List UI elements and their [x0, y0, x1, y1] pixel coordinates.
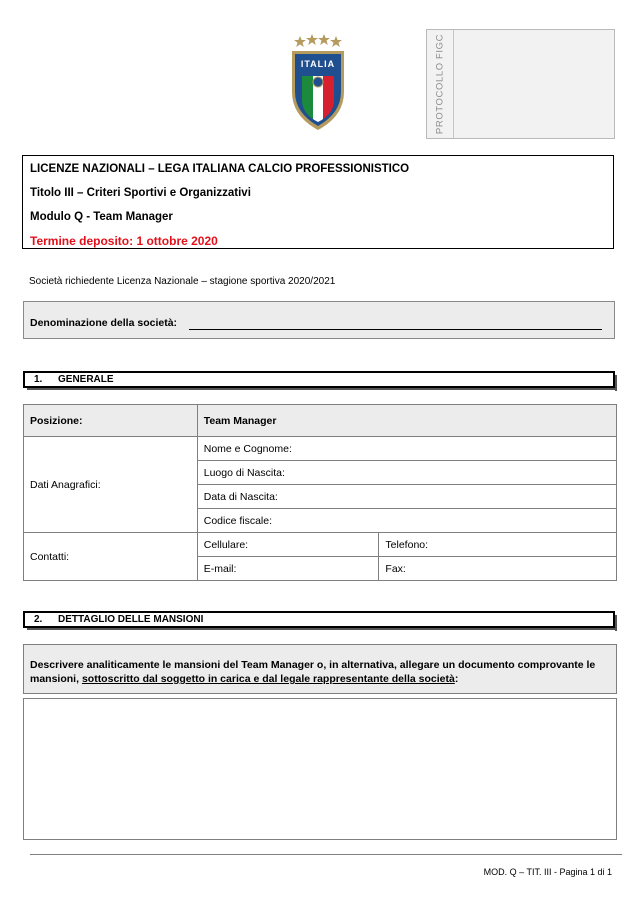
cellulare-field[interactable]: Cellulare:: [197, 533, 379, 557]
description-instructions: [23, 644, 617, 694]
title-line-3: Modulo Q - Team Manager: [30, 211, 173, 223]
denominazione-label: Denominazione della società:: [30, 317, 178, 329]
section-2-title: DETTAGLIO DELLE MANSIONI: [58, 614, 204, 625]
fax-field[interactable]: Fax:: [379, 557, 617, 581]
page-footer: MOD. Q – TIT. III - Pagina 1 di 1: [483, 867, 612, 877]
denominazione-field[interactable]: [23, 301, 615, 339]
section-1-title: GENERALE: [58, 374, 114, 385]
section-1-number: 1.: [34, 374, 43, 385]
luogo-nascita-field[interactable]: Luogo di Nascita:: [197, 461, 616, 485]
section-1-header: [23, 371, 615, 388]
codice-fiscale-field[interactable]: Codice fiscale:: [197, 509, 616, 533]
position-label: Posizione:: [24, 405, 198, 437]
title-box: [22, 155, 614, 249]
table-row: [24, 533, 617, 557]
denominazione-blank-line[interactable]: [189, 329, 602, 330]
title-line-2: Titolo III – Criteri Sportivi e Organizzativi: [30, 187, 251, 199]
season-text: Società richiedente Licenza Nazionale – stagione sportiva 2020/2021: [29, 276, 336, 287]
protocol-label: PROTOCOLLO FIGC: [434, 33, 446, 135]
section-2-header: [23, 611, 615, 628]
contatti-label: Contatti:: [24, 533, 198, 581]
figc-italia-logo: [286, 34, 350, 134]
section-2-number: 2.: [34, 614, 43, 625]
stars: [294, 34, 342, 47]
deadline-text: Termine deposito: 1 ottobre 2020: [30, 234, 218, 248]
nome-cognome-field[interactable]: Nome e Cognome:: [197, 437, 616, 461]
data-nascita-field[interactable]: Data di Nascita:: [197, 485, 616, 509]
table-row: [24, 405, 617, 437]
footer-divider: [30, 854, 622, 855]
protocol-label-strip: [427, 30, 454, 138]
protocol-stamp-box: [426, 29, 615, 139]
mansioni-text-area[interactable]: [23, 698, 617, 840]
dati-anagrafici-label: Dati Anagrafici:: [24, 437, 198, 533]
telefono-field[interactable]: Telefono:: [379, 533, 617, 557]
logo-text: ITALIA: [300, 59, 336, 69]
description-underlined: sottoscritto dal soggetto in carica e dal legale rappresentante della società: [81, 673, 455, 685]
email-field[interactable]: E-mail:: [197, 557, 379, 581]
position-value: Team Manager: [197, 405, 616, 437]
table-row: [24, 437, 617, 461]
title-line-1: LICENZE NAZIONALI – LEGA ITALIANA CALCIO PROFESSIONISTICO: [30, 163, 410, 175]
generale-table: [23, 404, 617, 581]
description-text: Descrivere analiticamente le mansioni del Team Manager o, in alternativa, allegare un documento comprovante le mansioni, sottoscritto dal soggetto in carica e dal legale rappresentante della società:: [30, 659, 596, 685]
